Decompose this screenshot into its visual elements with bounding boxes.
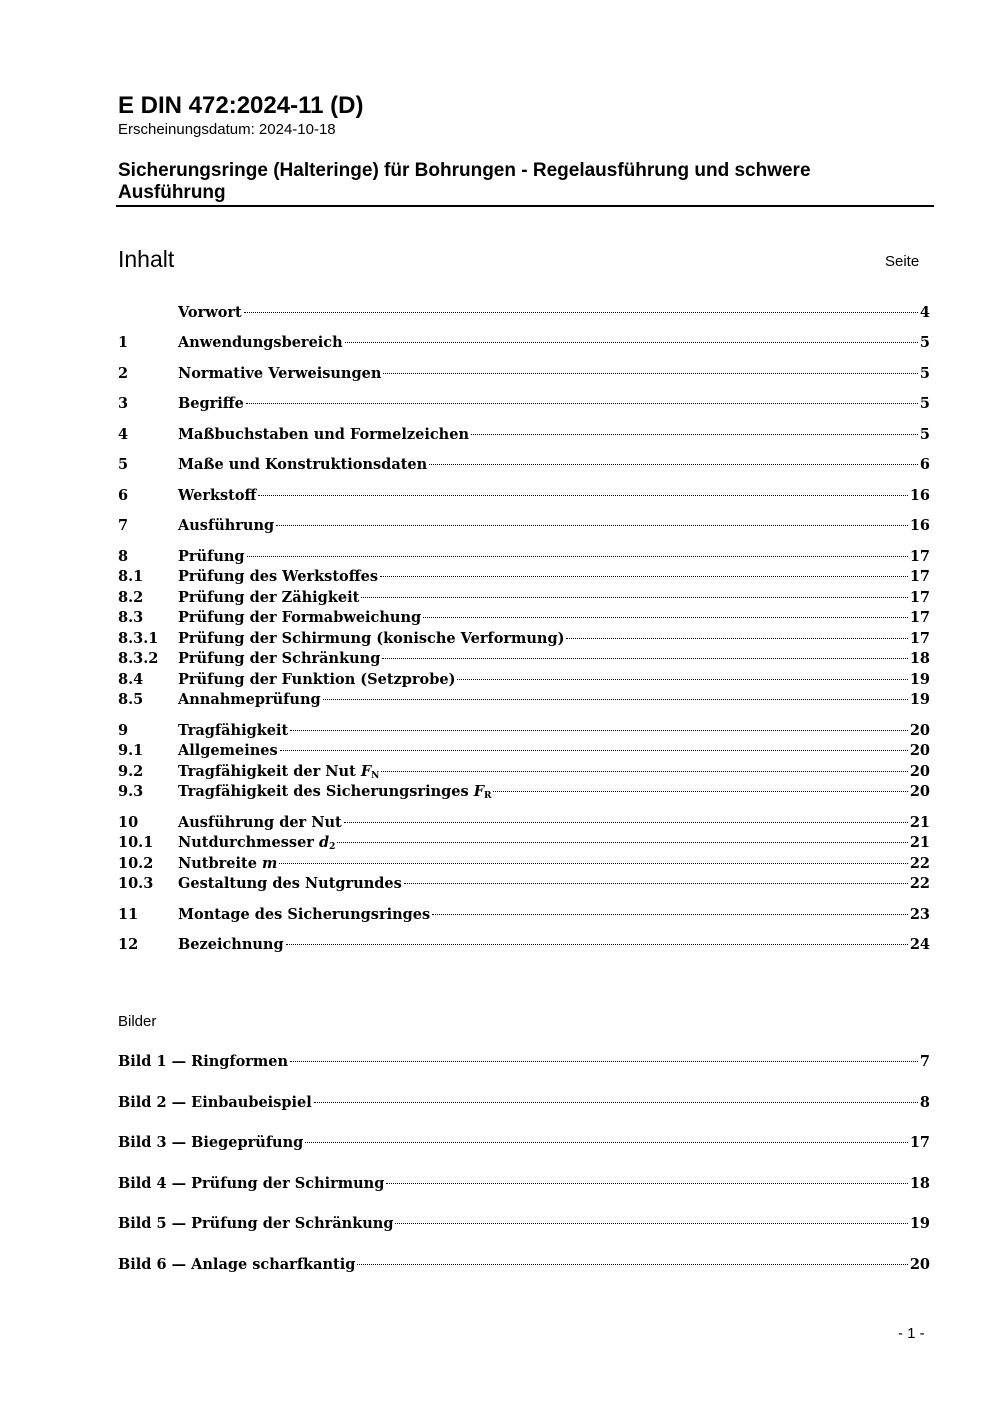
dot-leader xyxy=(381,771,907,772)
formula-symbol: F xyxy=(473,783,484,800)
figure-entry-title xyxy=(118,1052,288,1072)
toc-entry-title xyxy=(178,486,256,506)
toc-entry-page: 5 xyxy=(919,365,930,382)
toc-entry-number: 9 xyxy=(118,722,129,739)
toc-entry-title xyxy=(178,649,380,669)
figure-entry[interactable] xyxy=(118,1214,930,1234)
dot-leader xyxy=(290,1061,918,1062)
entry-title-text: Bild 4 — Prüfung der Schirmung xyxy=(118,1175,385,1192)
toc-entry-number: 8.3.1 xyxy=(118,630,159,647)
entry-title-text: Prüfung des Werkstoffes xyxy=(178,568,379,585)
dot-leader xyxy=(323,699,908,700)
toc-entry-page: 22 xyxy=(909,855,930,872)
toc-entry-number: 8.3 xyxy=(118,609,144,626)
entry-title-text: Vorwort xyxy=(178,304,242,321)
entry-title-text: Prüfung der Zähigkeit xyxy=(178,589,360,606)
dot-leader xyxy=(493,791,907,792)
toc-entry-title xyxy=(178,905,430,925)
entry-title-text: Bild 3 — Biegeprüfung xyxy=(118,1134,304,1151)
dot-leader xyxy=(290,730,908,731)
toc-entry[interactable] xyxy=(118,364,930,384)
toc-entry-title xyxy=(178,935,284,955)
toc-entry-page: 20 xyxy=(909,722,930,739)
entry-title-text: Nutbreite xyxy=(178,855,262,872)
toc-entry[interactable] xyxy=(118,690,930,710)
toc-entry-number: 8.3.2 xyxy=(118,650,159,667)
toc-entry-page: 17 xyxy=(909,568,930,585)
toc-entry-number: 8.1 xyxy=(118,568,144,585)
toc-entry-page: 20 xyxy=(909,763,930,780)
entry-title-text: Maßbuchstaben und Formelzeichen xyxy=(178,426,469,443)
toc-entry[interactable] xyxy=(118,455,930,475)
toc-entry-page: 20 xyxy=(909,742,930,759)
dot-leader xyxy=(305,1142,908,1143)
toc-entry-number: 3 xyxy=(118,395,129,412)
toc-entry[interactable] xyxy=(118,333,930,353)
figure-entry[interactable] xyxy=(118,1093,930,1113)
toc-entry[interactable] xyxy=(118,425,930,445)
toc-entry-title xyxy=(178,813,342,833)
figures-heading: Bilder xyxy=(118,1013,157,1030)
toc-entry-title xyxy=(178,303,242,323)
toc-entry-title xyxy=(178,567,378,587)
toc-entry-title xyxy=(178,782,491,802)
toc-entry-number: 4 xyxy=(118,426,129,443)
toc-entry-number: 2 xyxy=(118,365,129,382)
toc-entry-number: 10.3 xyxy=(118,875,154,892)
toc-heading: Inhalt xyxy=(118,246,175,272)
toc-entry-title xyxy=(178,364,381,384)
toc-entry[interactable] xyxy=(118,905,930,925)
dot-leader xyxy=(395,1223,907,1224)
dot-leader xyxy=(457,679,907,680)
toc-entry[interactable] xyxy=(118,813,930,833)
toc-entry-page: 22 xyxy=(909,875,930,892)
dot-leader xyxy=(247,556,908,557)
entry-title-text: Allgemeines xyxy=(178,742,278,759)
toc-entry[interactable] xyxy=(118,516,930,536)
dot-leader xyxy=(258,495,907,496)
dot-leader xyxy=(383,373,918,374)
dot-leader xyxy=(386,1183,907,1184)
entry-title-text: Bild 6 — Anlage scharfkantig xyxy=(118,1256,356,1273)
toc-entry-title xyxy=(178,588,359,608)
toc-entry[interactable] xyxy=(118,567,930,587)
toc-entry-page: 19 xyxy=(909,691,930,708)
toc-entry[interactable] xyxy=(118,547,930,567)
dot-leader xyxy=(432,914,908,915)
toc-entry-title xyxy=(178,608,421,628)
toc-entry-page: 6 xyxy=(919,456,930,473)
toc-entry-title xyxy=(178,854,277,874)
dot-leader xyxy=(246,403,918,404)
dot-leader xyxy=(337,842,907,843)
entry-title-text: Tragfähigkeit xyxy=(178,722,289,739)
toc-entry[interactable] xyxy=(118,935,930,955)
toc-entry-number: 8.5 xyxy=(118,691,144,708)
dot-leader xyxy=(566,638,907,639)
entry-title-text: Bild 5 — Prüfung der Schränkung xyxy=(118,1215,394,1232)
toc-entry-number: 8.2 xyxy=(118,589,144,606)
entry-title-text: Bild 1 — Ringformen xyxy=(118,1053,289,1070)
entry-title-text: Werkstoff xyxy=(178,487,257,504)
toc-entry-title xyxy=(178,690,321,710)
dot-leader xyxy=(276,525,908,526)
toc-entry[interactable] xyxy=(118,762,930,782)
toc-entry-title xyxy=(178,874,402,894)
entry-title-text: Prüfung der Schirmung (konische Verformung) xyxy=(178,630,565,647)
toc-entry-page: 4 xyxy=(919,304,930,321)
formula-symbol: m xyxy=(261,855,278,872)
toc-entry-title xyxy=(178,516,274,536)
toc-entry-page: 19 xyxy=(909,671,930,688)
toc-entry-number: 7 xyxy=(118,517,129,534)
toc-entry[interactable] xyxy=(118,649,930,669)
toc-entry-page: 16 xyxy=(909,517,930,534)
dot-leader xyxy=(471,434,918,435)
toc-entry-title xyxy=(178,333,343,353)
toc-entry-page: 20 xyxy=(909,783,930,800)
toc-entry-number: 9.1 xyxy=(118,742,144,759)
dot-leader xyxy=(345,342,918,343)
figure-entry-title xyxy=(118,1214,393,1234)
figure-entry-title xyxy=(118,1133,303,1153)
toc-entry-page: 17 xyxy=(909,548,930,565)
entry-title-text: Gestaltung des Nutgrundes xyxy=(178,875,402,892)
entry-title-text: Prüfung der Formabweichung xyxy=(178,609,422,626)
entry-title-text: Prüfung xyxy=(178,548,245,565)
toc-entry-number: 10.1 xyxy=(118,834,154,851)
toc-entry[interactable] xyxy=(118,721,930,741)
toc-entry-page: 5 xyxy=(919,395,930,412)
toc-entry-page: 8 xyxy=(919,1094,930,1111)
toc-entry-title xyxy=(178,721,288,741)
page-number: - 1 - xyxy=(898,1325,925,1342)
figure-entry[interactable] xyxy=(118,1052,930,1072)
entry-title-text: Ausführung der Nut xyxy=(178,814,342,831)
entry-title-text: Begriffe xyxy=(178,395,244,412)
toc-entry-page: 5 xyxy=(919,426,930,443)
toc-entry[interactable] xyxy=(118,741,930,761)
toc-entry-title xyxy=(178,629,564,649)
dot-leader xyxy=(314,1102,918,1103)
page-column-label: Seite xyxy=(885,253,920,270)
toc-entry-page: 21 xyxy=(909,834,930,851)
dot-leader xyxy=(404,883,908,884)
toc-entry-number: 1 xyxy=(118,334,129,351)
toc-entry-page: 18 xyxy=(909,650,930,667)
toc-entry-page: 5 xyxy=(919,334,930,351)
toc-entry-page: 7 xyxy=(919,1053,930,1070)
entry-title-text: Tragfähigkeit des Sicherungsringes xyxy=(178,783,474,800)
toc-entry-page: 19 xyxy=(909,1215,930,1232)
formula-subscript: N xyxy=(371,771,380,781)
entry-title-text: Annahmeprüfung xyxy=(178,691,321,708)
toc-entry[interactable] xyxy=(118,833,930,853)
toc-entry[interactable] xyxy=(118,588,930,608)
toc-entry[interactable] xyxy=(118,854,930,874)
formula-subscript: 2 xyxy=(329,842,336,852)
entry-title-text: Anwendungsbereich xyxy=(178,334,343,351)
dot-leader xyxy=(279,863,907,864)
toc-entry-title xyxy=(178,670,455,690)
title-divider xyxy=(116,205,934,207)
dot-leader xyxy=(380,576,908,577)
toc-entry-page: 17 xyxy=(909,630,930,647)
entry-title-text: Prüfung der Funktion (Setzprobe) xyxy=(178,671,456,688)
toc-entry-title xyxy=(178,425,469,445)
figure-entry[interactable] xyxy=(118,1174,930,1194)
toc-entry-number: 8 xyxy=(118,548,129,565)
toc-entry-number: 5 xyxy=(118,456,129,473)
dot-leader xyxy=(286,944,908,945)
document-title: Sicherungsringe (Halteringe) für Bohrungen - Regelausführung und schwere Ausführung xyxy=(118,160,811,203)
formula-subscript: R xyxy=(484,791,492,801)
dot-leader xyxy=(429,464,918,465)
entry-title-text: Montage des Sicherungsringes xyxy=(178,906,431,923)
formula-symbol: d xyxy=(319,834,330,851)
toc-entry-title xyxy=(178,455,427,475)
toc-entry-number: 9.3 xyxy=(118,783,144,800)
entry-title-text: Normative Verweisungen xyxy=(178,365,382,382)
dot-leader xyxy=(244,312,918,313)
entry-title-text: Maße und Konstruktionsdaten xyxy=(178,456,428,473)
toc-entry-number: 12 xyxy=(118,936,139,953)
figure-entry-title xyxy=(118,1255,355,1275)
dot-leader xyxy=(361,597,908,598)
toc-entry-title xyxy=(178,741,278,761)
toc-entry-page: 20 xyxy=(909,1256,930,1273)
entry-title-text: Prüfung der Schränkung xyxy=(178,650,381,667)
toc-entry-number: 10 xyxy=(118,814,139,831)
figure-entry[interactable] xyxy=(118,1255,930,1275)
figure-entry-title xyxy=(118,1174,384,1194)
toc-entry[interactable] xyxy=(118,394,930,414)
entry-title-text: Nutdurchmesser xyxy=(178,834,319,851)
toc-entry-title xyxy=(178,833,335,853)
toc-entry-page: 23 xyxy=(909,906,930,923)
entry-title-text: Tragfähigkeit der Nut xyxy=(178,763,361,780)
dot-leader xyxy=(280,750,908,751)
entry-title-text: Bild 2 — Einbaubeispiel xyxy=(118,1094,312,1111)
toc-entry-number: 8.4 xyxy=(118,671,144,688)
toc-entry-number: 9.2 xyxy=(118,763,144,780)
toc-entry-page: 18 xyxy=(909,1175,930,1192)
toc-entry-number: 11 xyxy=(118,906,139,923)
toc-entry-number: 6 xyxy=(118,487,129,504)
dot-leader xyxy=(357,1264,907,1265)
toc-entry[interactable] xyxy=(118,782,930,802)
dot-leader xyxy=(382,658,907,659)
figure-entry[interactable] xyxy=(118,1133,930,1153)
toc-entry-title xyxy=(178,394,244,414)
toc-entry-page: 17 xyxy=(909,1134,930,1151)
dot-leader xyxy=(423,617,908,618)
publication-date: Erscheinungsdatum: 2024-10-18 xyxy=(118,121,336,138)
document-id: E DIN 472:2024-11 (D) xyxy=(118,92,364,119)
toc-entry-page: 17 xyxy=(909,609,930,626)
toc-entry-page: 21 xyxy=(909,814,930,831)
toc-entry-title xyxy=(178,762,379,782)
toc-entry-title xyxy=(178,547,245,567)
toc-entry[interactable] xyxy=(118,670,930,690)
toc-entry-page: 24 xyxy=(909,936,930,953)
toc-entry[interactable] xyxy=(118,608,930,628)
toc-entry-page: 16 xyxy=(909,487,930,504)
toc-entry-number: 10.2 xyxy=(118,855,154,872)
toc-entry[interactable] xyxy=(118,303,930,323)
entry-title-text: Bezeichnung xyxy=(178,936,284,953)
toc-entry[interactable] xyxy=(118,874,930,894)
figure-entry-title xyxy=(118,1093,312,1113)
toc-entry[interactable] xyxy=(118,486,930,506)
dot-leader xyxy=(344,822,908,823)
formula-symbol: F xyxy=(360,763,372,780)
entry-title-text: Ausführung xyxy=(178,517,275,534)
toc-entry[interactable] xyxy=(118,629,930,649)
toc-entry-page: 17 xyxy=(909,589,930,606)
